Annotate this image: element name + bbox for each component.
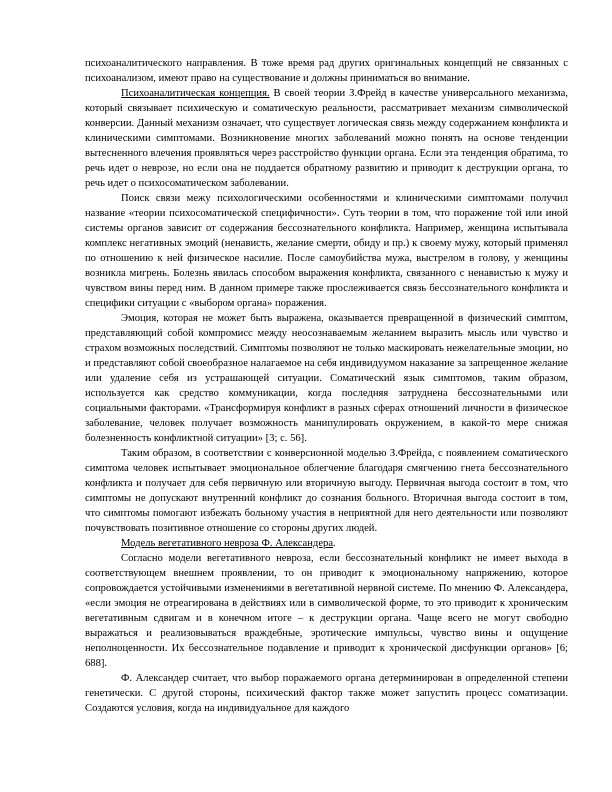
- paragraph-3: [85, 191, 568, 311]
- section-heading-psychoanalytic: Психоаналитическая концепция.: [121, 88, 270, 99]
- paragraph-text: .: [333, 538, 336, 549]
- paragraph-text: Согласно модели вегетативного невроза, если бессознательный конфликт не имеет выхода в соответствующем внешнем проявлении, то он приводит к эмоциональному напряжению, которое сопровождается устойчивыми изменениями в вегетативной нервной системе. По мнению Ф. Александера, «если эмоция не отреагирована в действиях или в символической форме, то это приводит к хроническим вегетативным сдвигам и в конечном итоге – к деструкции органа. Чаще всего не могут свободно выражаться и реализовываться враждебные, эротические импульсы, чувство вины и ощущение неполноценности. Их бессознательное подавление и приводит к хронической дисфункции органов» [6; 688].: [85, 553, 568, 669]
- paragraph-text: Поиск связи межу психологическими особенностями и клиническими симптомами получил название «теории психосоматической специфичности». Суть теории в том, что поражение той или иной системы органов зависит от содержания бессознательного конфликта. Например, женщина испытывала комплекс негативных эмоций (ненависть, желание смерти, обиду и пр.) к своему мужу, который применял по отношению к ней физическое насилие. После самоубийства мужа, выстрелом в голову, у женщины возникла мигрень. Болезнь явилась способом выражения конфликта, связанного с ненавистью к мужу и чувством вины перед ним. В данном примере также прослеживается связь бессознательного конфликта и специфики ситуации с «выбором органа» поражения.: [85, 193, 568, 309]
- paragraph-7: [85, 551, 568, 671]
- paragraph-text: Эмоция, которая не может быть выражена, оказывается превращенной в физический симптом, представляющий собой компромисс между неосознаваемым желанием выразить мысль или чувство и страхом возможных последствий. Симптомы позволяют не только маскировать нежелательные эмоции, но и представляют собой своеобразное налагаемое на себя индивидуумом наказание за запрещенное желание или удаление себя из устрашающей ситуации. Соматический язык симптомов, таким образом, используется как средство коммуникации, когда последняя затруднена бессознательными или социальными факторами. «Трансформируя конфликт в разных сферах отношений личности в физическое заболевание, человек получает возможность манипулировать окружением, в какой-то мере снижая болезненность конфликтной ситуации» [3; с. 56].: [85, 313, 568, 444]
- paragraph-text: Ф. Александер считает, что выбор поражаемого органа детерминирован в определенной степени генетически. С другой стороны, психический фактор также может запустить процесс соматизации. Создаются условия, когда на индивидуальное для каждого: [85, 673, 568, 714]
- paragraph-2: [85, 86, 568, 191]
- section-heading-alexander: Модель вегетативного невроза Ф. Александера: [121, 538, 334, 549]
- paragraph-4: [85, 311, 568, 446]
- paragraph-1: [85, 56, 568, 86]
- paragraph-text: В своей теории З.Фрейд в качестве универсального механизма, который связывает психическую и соматическую реальности, рассматривает механизм символической конверсии. Данный механизм означает, что существует логическая связь между содержанием конфликта и клиническими симптомами. Возникновение многих заболеваний можно понять на основе тенденции вытесненного влечения проявляться через расстройство функции органа. Если эта тенденция обратима, то речь идет о неврозе, но если она не поддается обратному развитию и приводит к деструкции органа, то речь идет о психосоматическом заболевании.: [85, 88, 568, 189]
- paragraph-6: [85, 536, 568, 551]
- paragraph-text: Таким образом, в соответствии с конверсионной моделью З.Фрейда, с появлением соматического симптома человек испытывает эмоциональное облегчение благодаря смягчению гнета бессознательного конфликта и получает для себя первичную или вторичную выгоду. Первичная выгода состоит в том, что симптомы не допускают внутренний конфликт до сознания больного. Вторичная выгода состоит в том, что симптомы помогают избежать больному участия в неприятной для него деятельности или позволяют почувствовать позитивное отношение со стороны других людей.: [85, 448, 568, 534]
- paragraph-5: [85, 446, 568, 536]
- document-page: [85, 56, 568, 716]
- paragraph-8: [85, 671, 568, 716]
- paragraph-text: психоаналитического направления. В тоже время рад других оригинальных концепций не связанных с психоанализом, имеют право на существование и должны приниматься во внимание.: [85, 58, 568, 84]
